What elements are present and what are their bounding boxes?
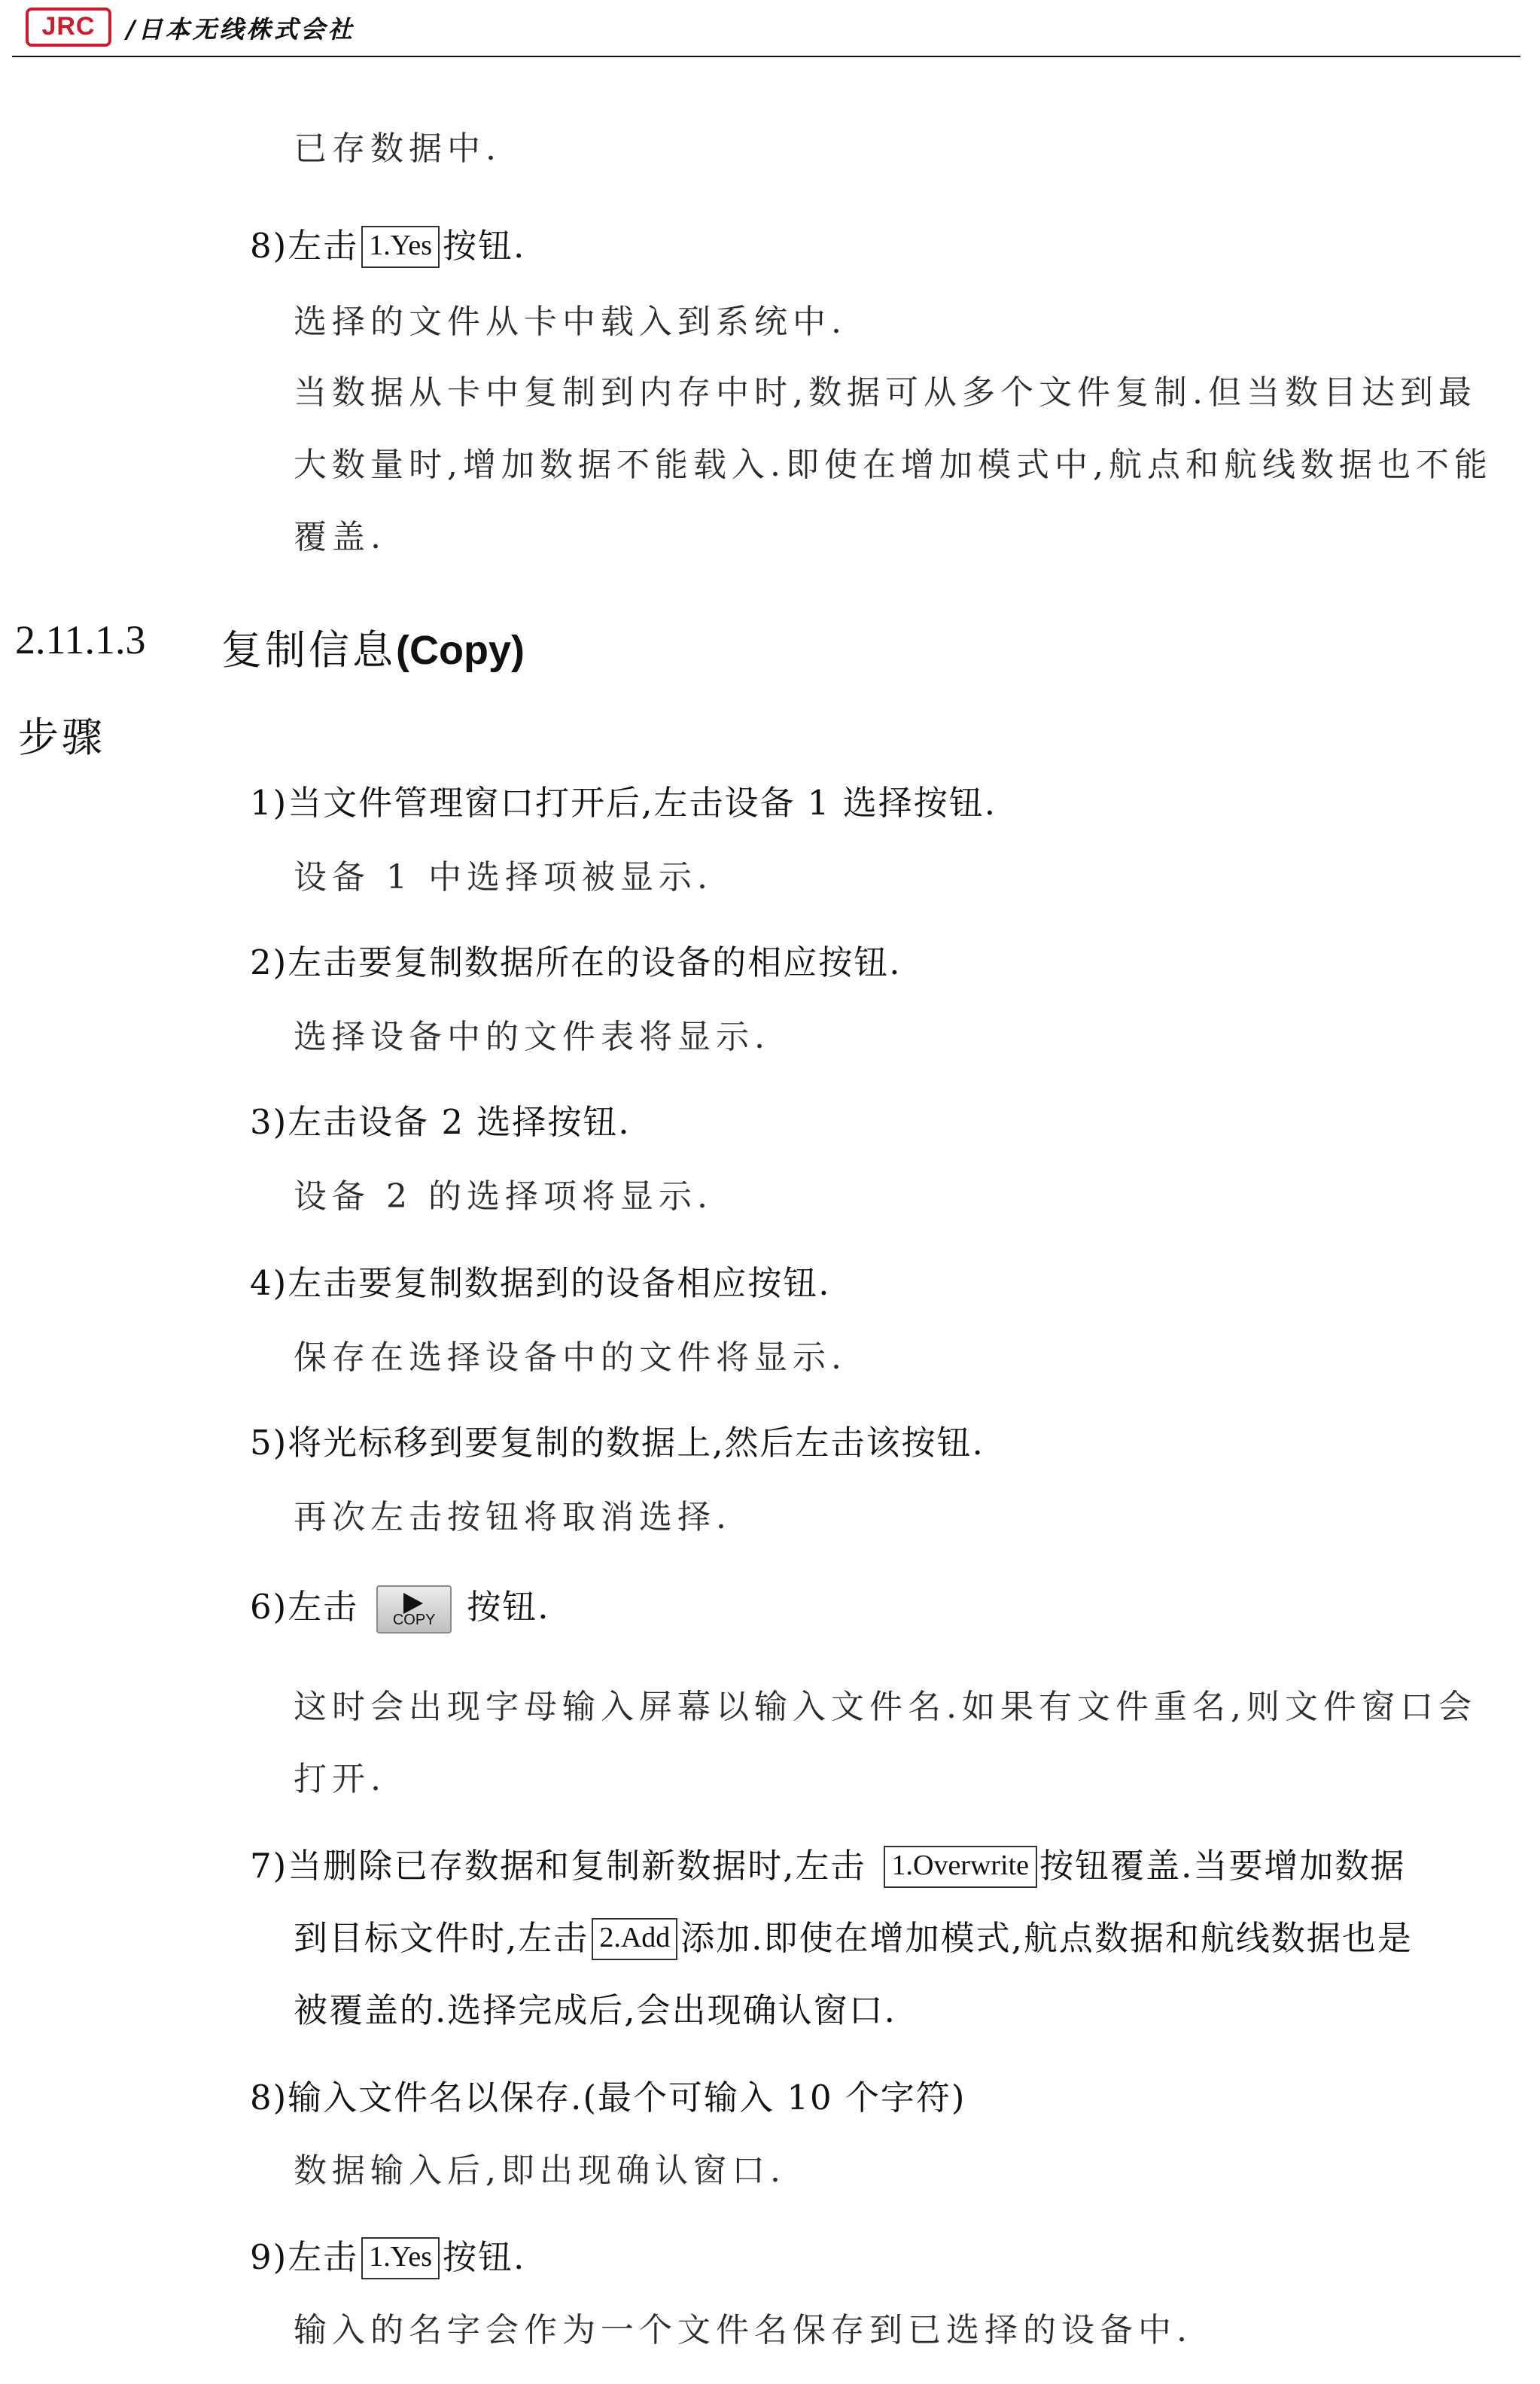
step-desc: 再次左击按钮将取消选择. bbox=[294, 1500, 732, 1537]
section-heading bbox=[15, 617, 525, 674]
step-suffix: 按钮. bbox=[443, 2239, 526, 2278]
step-desc: 输入的名字会作为一个文件名保存到已选择的设备中. bbox=[294, 2312, 1192, 2350]
step-text: 7)当删除已存数据和复制新数据时,左击 bbox=[250, 1847, 866, 1886]
header-divider bbox=[12, 56, 1520, 57]
desc-line: 当数据从卡中复制到内存中时,数据可从多个文件复制.但当数目达到最 bbox=[294, 375, 1477, 413]
step-desc: 数据输入后,即出现确认窗口. bbox=[294, 2153, 786, 2191]
desc-line: 大数量时,增加数据不能载入.即使在增加模式中,航点和航线数据也不能 bbox=[294, 447, 1493, 485]
step-title: 5)将光标移到要复制的数据上,然后左击该按钮. bbox=[250, 1424, 985, 1463]
step-desc: 打开. bbox=[294, 1761, 386, 1799]
step-text: 到目标文件时,左击 bbox=[294, 1920, 589, 1959]
step-desc: 设备 2 的选择项将显示. bbox=[294, 1179, 713, 1216]
step-desc: 这时会出现字母输入屏幕以输入文件名.如果有文件重名,则文件窗口会 bbox=[294, 1689, 1477, 1727]
intro-line: 已存数据中. bbox=[294, 131, 501, 169]
section-title-en: (Copy) bbox=[396, 628, 525, 673]
step-suffix: 按钮. bbox=[443, 227, 526, 266]
steps-label: 步骤 bbox=[18, 715, 105, 762]
page-header bbox=[0, 0, 1540, 60]
step-suffix: 按钮. bbox=[467, 1588, 550, 1627]
add-key: 2.Add bbox=[592, 1918, 677, 1960]
step-6 bbox=[250, 1581, 550, 1633]
yes-key: 1.Yes bbox=[361, 226, 440, 268]
section-title-cn: 复制信息 bbox=[221, 628, 396, 674]
step-title: 2)左击要复制数据所在的设备的相应按钮. bbox=[250, 944, 902, 983]
desc-line: 选择的文件从卡中载入到系统中. bbox=[294, 304, 847, 342]
step-7-line-1 bbox=[250, 1840, 1405, 1888]
step-text: 添加.即使在增加模式,航点数据和航线数据也是 bbox=[680, 1920, 1413, 1959]
step-prefix: 6)左击 bbox=[250, 1588, 359, 1627]
copy-button bbox=[376, 1585, 452, 1633]
step-title: 1)当文件管理窗口打开后,左击设备 1 选择按钮. bbox=[250, 784, 997, 824]
step-title: 8)输入文件名以保存.(最个可输入 10 个字符) bbox=[250, 2079, 966, 2118]
step-prefix: 8)左击 bbox=[250, 227, 359, 266]
section-number: 2.11.1.3 bbox=[15, 617, 146, 662]
overwrite-key: 1.Overwrite bbox=[884, 1846, 1037, 1888]
step-prefix: 9)左击 bbox=[250, 2239, 359, 2278]
step-desc: 设备 1 中选择项被显示. bbox=[294, 860, 713, 897]
copy-button-label: COPY bbox=[392, 1612, 436, 1629]
step-8-load bbox=[250, 220, 525, 268]
desc-line: 覆盖. bbox=[294, 519, 386, 557]
jrc-logo: JRC bbox=[26, 8, 111, 47]
step-title: 3)左击设备 2 选择按钮. bbox=[250, 1104, 631, 1143]
step-7-line-2 bbox=[294, 1912, 1413, 1960]
company-name: /日本无线株式会社 bbox=[126, 15, 355, 44]
play-triangle-icon bbox=[403, 1593, 423, 1614]
step-title: 4)左击要复制数据到的设备相应按钮. bbox=[250, 1265, 831, 1304]
step-9 bbox=[250, 2231, 525, 2279]
step-7-line-3: 被覆盖的.选择完成后,会出现确认窗口. bbox=[294, 1992, 896, 2031]
section-title bbox=[221, 617, 525, 676]
step-desc: 保存在选择设备中的文件将显示. bbox=[294, 1340, 847, 1378]
yes-key: 1.Yes bbox=[361, 2237, 440, 2279]
step-desc: 选择设备中的文件表将显示. bbox=[294, 1019, 770, 1057]
step-text: 按钮覆盖.当要增加数据 bbox=[1039, 1847, 1406, 1886]
